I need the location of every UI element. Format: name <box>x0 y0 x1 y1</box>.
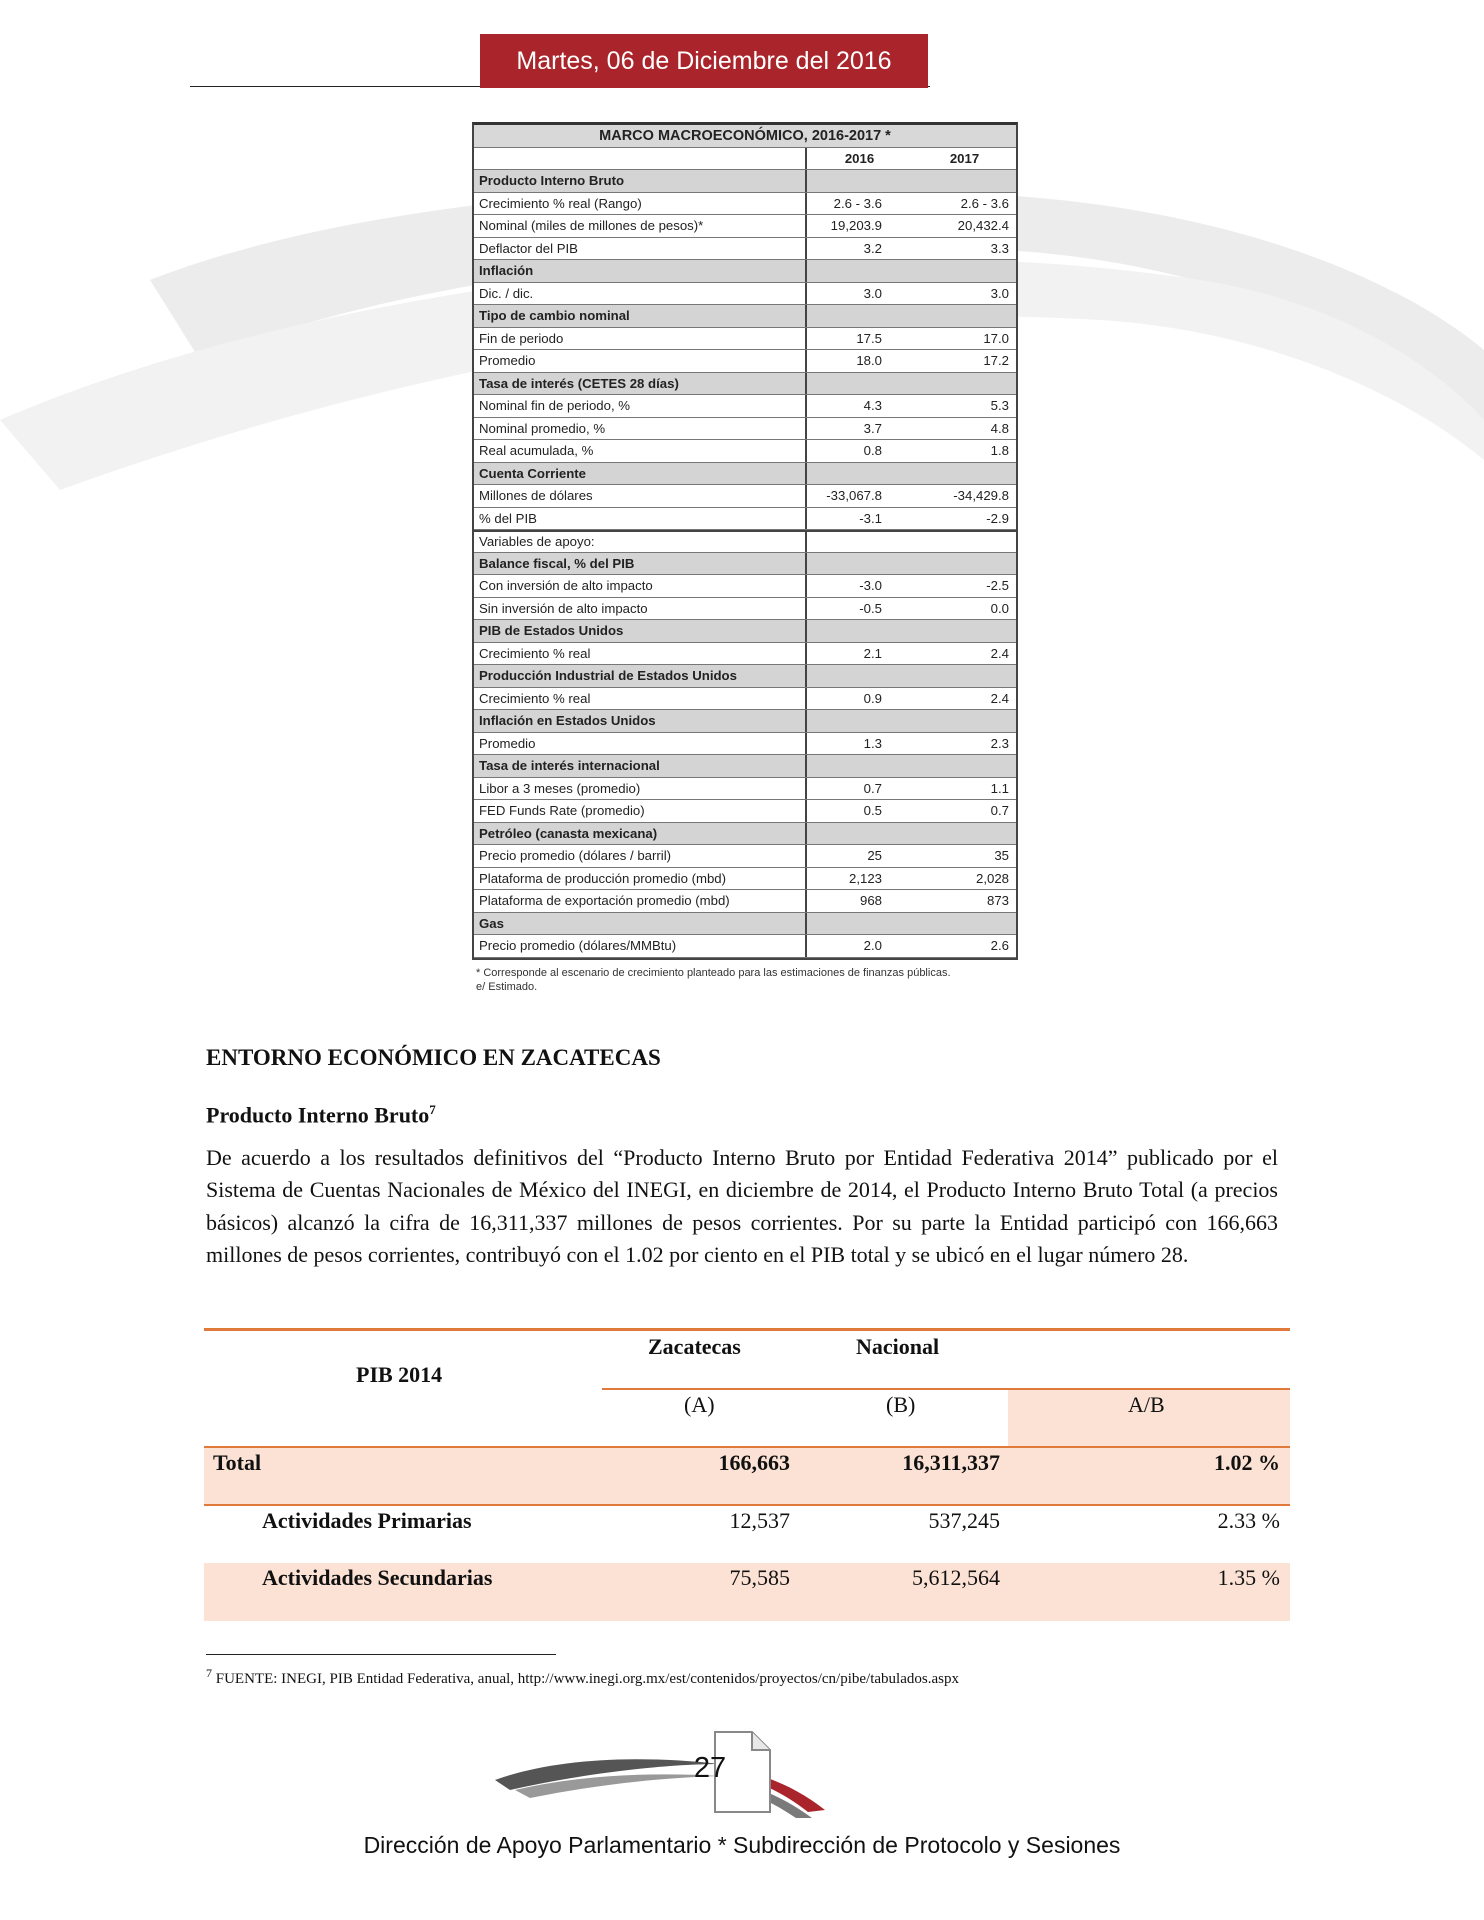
macro-row-value-2016 <box>807 305 912 327</box>
macro-table-row <box>474 193 1016 216</box>
macro-year-2017: 2017 <box>949 150 980 166</box>
macro-row-label: Inflación <box>474 260 807 282</box>
macro-row-value-2017 <box>912 463 1017 485</box>
pib-sub-ab: A/B <box>1128 1392 1165 1417</box>
macro-row-value-2016: 0.8 <box>863 443 882 459</box>
macro-section-row <box>474 260 1016 283</box>
macro-row-label: Variables de apoyo: <box>474 532 807 552</box>
macro-row-label: Sin inversión de alto impacto <box>474 598 807 620</box>
macro-table-row <box>474 350 1016 373</box>
macro-row-value-2016: 0.9 <box>863 690 882 706</box>
macro-row-label: Nominal fin de periodo, % <box>474 395 807 417</box>
macro-row-value-2016 <box>807 710 912 732</box>
macro-row-value-2016: 2.0 <box>863 938 882 954</box>
macro-row-value-2017: 1.8 <box>990 443 1009 459</box>
macro-table-row <box>474 238 1016 261</box>
pib-sub-b: (B) <box>886 1392 916 1417</box>
macro-row-value-2017: -2.5 <box>986 578 1009 594</box>
macro-row-label: Producto Interno Bruto <box>474 170 807 192</box>
macro-row-value-2017 <box>912 305 1017 327</box>
macro-row-value-2016: 968 <box>859 893 882 909</box>
macro-table-row <box>474 418 1016 441</box>
macro-table-row <box>474 643 1016 666</box>
macro-note-estimado: e/ Estimado. <box>476 981 538 993</box>
pib-row-primarias-a: 12,537 <box>729 1508 790 1533</box>
macro-table-row <box>474 688 1016 711</box>
macro-table-row <box>474 575 1016 598</box>
macro-row-value-2016: 1.3 <box>863 735 882 751</box>
macro-row-value-2016: -3.1 <box>859 510 882 526</box>
macro-table-row <box>474 800 1016 823</box>
macro-row-value-2017 <box>912 755 1017 777</box>
macro-row-value-2017: 1.1 <box>990 780 1009 796</box>
macro-row-label: Cuenta Corriente <box>474 463 807 485</box>
macro-row-value-2016 <box>807 260 912 282</box>
macro-row-label: Gas <box>474 913 807 935</box>
macro-row-value-2017: 35 <box>994 848 1009 864</box>
macro-row-value-2017: 2.6 <box>990 938 1009 954</box>
macro-row-value-2016 <box>807 665 912 687</box>
macro-row-value-2016: 2.1 <box>863 645 882 661</box>
macro-row-value-2017 <box>912 665 1017 687</box>
pib-row-secundarias-ab: 1.35 % <box>1217 1565 1280 1590</box>
macro-row-label: Crecimiento % real <box>474 688 807 710</box>
macro-row-value-2017: 3.0 <box>990 285 1009 301</box>
macro-row-label: Fin de periodo <box>474 328 807 350</box>
macro-table-row <box>474 485 1016 508</box>
pib-total-rule-top <box>204 1446 1290 1448</box>
macro-row-value-2017 <box>912 823 1017 845</box>
macro-table-row <box>474 215 1016 238</box>
pib-row-primarias-ab: 2.33 % <box>1217 1508 1280 1533</box>
macro-table-row <box>474 890 1016 913</box>
macro-row-value-2016 <box>807 553 912 575</box>
macro-row-value-2017: 873 <box>986 893 1009 909</box>
macro-row-value-2016: -3.0 <box>859 578 882 594</box>
macro-row-label: Crecimiento % real (Rango) <box>474 193 807 215</box>
macro-section-row <box>474 620 1016 643</box>
macro-row-value-2017: 0.0 <box>990 600 1009 616</box>
pib-row-total-ab: 1.02 % <box>1214 1450 1280 1475</box>
macro-row-label: Real acumulada, % <box>474 440 807 462</box>
macro-row-value-2017: -2.9 <box>986 510 1009 526</box>
macro-table-row <box>474 283 1016 306</box>
pib-table-subheader-rule <box>602 1388 1290 1390</box>
macro-row-value-2016: 18.0 <box>856 353 882 369</box>
macro-table-row <box>474 598 1016 621</box>
pib-table-corner: PIB 2014 <box>356 1362 443 1387</box>
macro-row-label: Tipo de cambio nominal <box>474 305 807 327</box>
macro-row-label: Precio promedio (dólares/MMBtu) <box>474 935 807 957</box>
pib-row-total-b: 16,311,337 <box>902 1450 1000 1475</box>
footnote-ref: 7 <box>429 1102 436 1117</box>
macro-section-row <box>474 463 1016 486</box>
pib-row-secundarias-label: Actividades Secundarias <box>262 1565 493 1590</box>
macro-year-2016: 2016 <box>844 150 875 166</box>
macro-row-value-2017: 2.4 <box>990 690 1009 706</box>
footer-logo-icon <box>490 1720 830 1820</box>
macro-row-label: Con inversión de alto impacto <box>474 575 807 597</box>
macro-row-value-2016 <box>807 532 912 552</box>
macro-note-asterisk: * Corresponde al escenario de crecimiento planteado para las estimaciones de finanzas públicas. <box>476 967 951 979</box>
macro-section-row <box>474 665 1016 688</box>
macro-row-value-2017: 2.6 - 3.6 <box>960 195 1009 211</box>
macro-row-value-2017 <box>912 373 1017 395</box>
header-date-banner: Martes, 06 de Diciembre del 2016 <box>480 34 928 88</box>
macro-row-value-2016: 0.7 <box>863 780 882 796</box>
macro-row-label: Promedio <box>474 733 807 755</box>
pib-sub-a: (A) <box>684 1392 715 1417</box>
macro-table-row <box>474 868 1016 891</box>
macro-section-row <box>474 710 1016 733</box>
macro-row-value-2016: 19,203.9 <box>830 218 882 234</box>
pib-table-top-rule <box>204 1328 1290 1331</box>
macro-row-value-2017: 2.4 <box>990 645 1009 661</box>
macro-row-value-2017 <box>912 710 1017 732</box>
macro-row-value-2017: 20,432.4 <box>957 218 1009 234</box>
macro-row-label: Dic. / dic. <box>474 283 807 305</box>
macro-row-label: Deflactor del PIB <box>474 238 807 260</box>
macro-row-value-2016: 2.6 - 3.6 <box>833 195 882 211</box>
macro-row-value-2017 <box>912 913 1017 935</box>
macro-row-value-2016: 4.3 <box>863 398 882 414</box>
macro-table-row <box>474 530 1016 553</box>
macro-row-label: Producción Industrial de Estados Unidos <box>474 665 807 687</box>
footnote-rule <box>206 1654 556 1655</box>
macro-row-value-2016: 3.2 <box>863 240 882 256</box>
macro-row-value-2016 <box>807 823 912 845</box>
macro-row-label: Promedio <box>474 350 807 372</box>
macro-table-row <box>474 395 1016 418</box>
macro-row-value-2016: 2,123 <box>848 870 882 886</box>
macro-row-value-2016: -0.5 <box>859 600 882 616</box>
macro-row-label: Petróleo (canasta mexicana) <box>474 823 807 845</box>
pib-row-secundarias-a: 75,585 <box>729 1565 790 1590</box>
macro-economic-table <box>472 122 1018 960</box>
macro-table-row <box>474 328 1016 351</box>
macro-row-label: Millones de dólares <box>474 485 807 507</box>
macro-row-label: Precio promedio (dólares / barril) <box>474 845 807 867</box>
macro-row-label: Inflación en Estados Unidos <box>474 710 807 732</box>
macro-row-value-2016: 17.5 <box>856 330 882 346</box>
section-title: ENTORNO ECONÓMICO EN ZACATECAS <box>206 1045 661 1070</box>
macro-row-value-2017 <box>912 260 1017 282</box>
pib-total-rule-bottom <box>204 1504 1290 1506</box>
macro-row-label: PIB de Estados Unidos <box>474 620 807 642</box>
macro-table-row <box>474 845 1016 868</box>
body-paragraph: De acuerdo a los resultados definitivos del “Producto Interno Bruto por Entidad Federativa 2014” publicado por el Sistema de Cuentas Nacionales de México del INEGI, en diciembre de 2014, el Producto Interno Bruto Total (a precios básicos) alcanzó la cifra de 16,311,337 millones de pesos corrientes. Por su parte la Entidad participó con 166,663 millones de pesos corrientes, contribuyó con el 1.02 por ciento en el PIB total y se ubicó en el lugar número 28. <box>206 1145 1278 1268</box>
macro-row-value-2017: 17.2 <box>983 353 1009 369</box>
macro-row-value-2016: 0.5 <box>863 803 882 819</box>
macro-table-row <box>474 778 1016 801</box>
macro-table-years-row <box>474 148 1016 171</box>
macro-row-value-2017: 2.3 <box>990 735 1009 751</box>
macro-section-row <box>474 553 1016 576</box>
macro-section-row <box>474 373 1016 396</box>
macro-table-title: MARCO MACROECONÓMICO, 2016-2017 * <box>599 127 891 144</box>
macro-section-row <box>474 913 1016 936</box>
macro-row-value-2016: 3.0 <box>863 285 882 301</box>
macro-row-label: FED Funds Rate (promedio) <box>474 800 807 822</box>
macro-row-value-2016 <box>807 913 912 935</box>
footnote-text: FUENTE: INEGI, PIB Entidad Federativa, anual, http://www.inegi.org.mx/est/contenidos/proyectos/cn/pibe/tabulados.aspx <box>215 1671 959 1687</box>
macro-row-value-2017: 0.7 <box>990 803 1009 819</box>
footnote-number: 7 <box>206 1666 212 1680</box>
macro-row-value-2016 <box>807 620 912 642</box>
macro-row-value-2016 <box>807 373 912 395</box>
macro-row-label: Balance fiscal, % del PIB <box>474 553 807 575</box>
macro-table-title-row <box>474 125 1016 148</box>
macro-row-value-2017 <box>912 170 1017 192</box>
macro-section-row <box>474 823 1016 846</box>
macro-row-label: Libor a 3 meses (promedio) <box>474 778 807 800</box>
macro-row-value-2017: 4.8 <box>990 420 1009 436</box>
macro-row-label: Tasa de interés internacional <box>474 755 807 777</box>
macro-row-value-2017: -34,429.8 <box>953 488 1009 504</box>
macro-table-row <box>474 440 1016 463</box>
macro-row-label: Nominal (miles de millones de pesos)* <box>474 215 807 237</box>
macro-row-label: Plataforma de exportación promedio (mbd) <box>474 890 807 912</box>
macro-table-row <box>474 733 1016 756</box>
macro-row-value-2016: 3.7 <box>863 420 882 436</box>
macro-row-value-2016 <box>807 463 912 485</box>
macro-table-row <box>474 508 1016 531</box>
macro-row-label: Nominal promedio, % <box>474 418 807 440</box>
macro-row-value-2017: 3.3 <box>990 240 1009 256</box>
pib-row-total-label: Total <box>213 1450 262 1475</box>
macro-row-value-2017: 17.0 <box>983 330 1009 346</box>
page-number: 27 <box>693 1752 727 1784</box>
pib-row-total-a: 166,663 <box>718 1450 790 1475</box>
macro-row-label: Plataforma de producción promedio (mbd) <box>474 868 807 890</box>
macro-row-value-2017 <box>912 553 1017 575</box>
macro-row-value-2017 <box>912 620 1017 642</box>
macro-table-body <box>474 170 1016 958</box>
macro-row-label: % del PIB <box>474 508 807 530</box>
macro-section-row <box>474 305 1016 328</box>
macro-table-row <box>474 935 1016 958</box>
macro-section-row <box>474 170 1016 193</box>
pib-col-nacional: Nacional <box>856 1334 940 1359</box>
macro-row-value-2017 <box>912 532 1017 552</box>
subsection-title: Producto Interno Bruto$^7$ <box>206 1102 436 1128</box>
macro-row-value-2016 <box>807 755 912 777</box>
macro-row-value-2016: -33,067.8 <box>826 488 882 504</box>
macro-table-notes <box>476 966 1016 994</box>
pib-col-zacatecas: Zacatecas <box>648 1334 741 1359</box>
pib-row-secundarias-b: 5,612,564 <box>912 1565 1000 1590</box>
macro-row-value-2017: 2,028 <box>975 870 1009 886</box>
macro-row-label: Crecimiento % real <box>474 643 807 665</box>
macro-row-value-2016 <box>807 170 912 192</box>
footer-text: Dirección de Apoyo Parlamentario * Subdirección de Protocolo y Sesiones <box>363 1832 1121 1858</box>
macro-row-label: Tasa de interés (CETES 28 días) <box>474 373 807 395</box>
pib-row-primarias-label: Actividades Primarias <box>262 1508 472 1533</box>
pib-row-primarias-b: 537,245 <box>928 1508 1000 1533</box>
footnote <box>206 1666 959 1688</box>
macro-row-value-2016: 25 <box>867 848 882 864</box>
macro-section-row <box>474 755 1016 778</box>
macro-row-value-2017: 5.3 <box>990 398 1009 414</box>
